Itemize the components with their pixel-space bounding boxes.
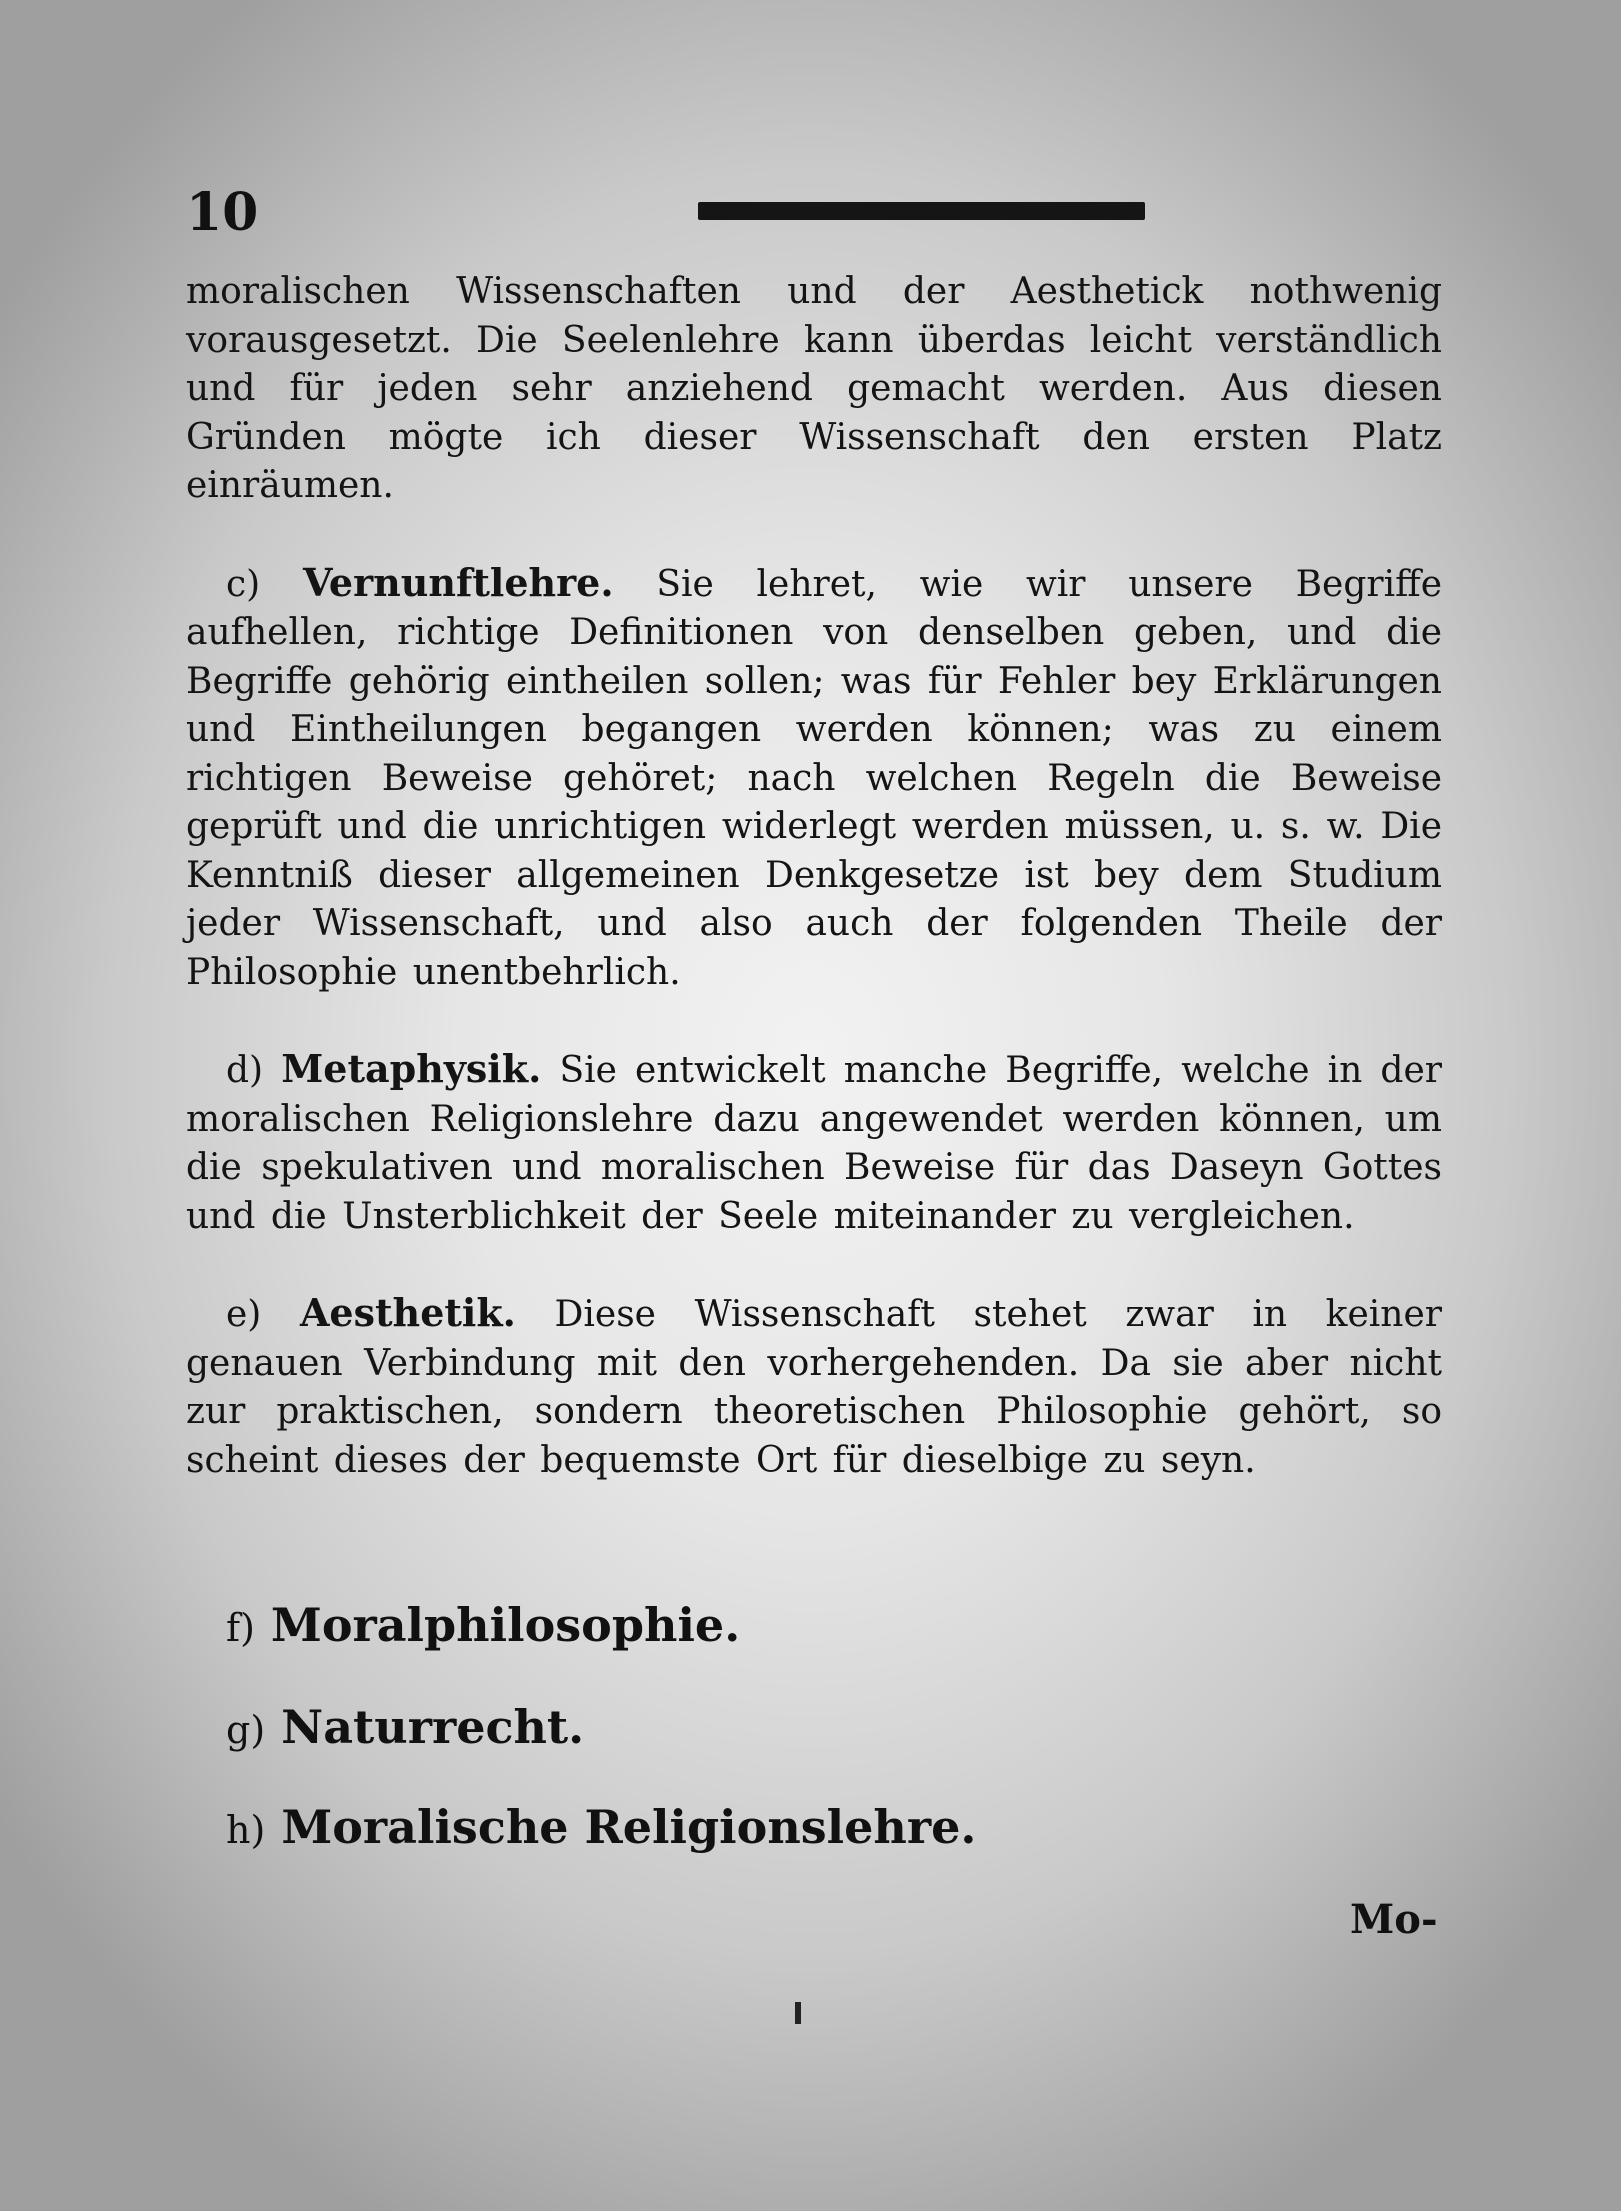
paragraph-aesthetik xyxy=(186,1289,1442,1485)
item-title: Aesthetik. xyxy=(299,1290,516,1335)
heading-religionslehre xyxy=(226,1800,976,1854)
signature-mark xyxy=(795,2002,801,2024)
paragraph-metaphysik xyxy=(186,1045,1442,1241)
heading-label: g) xyxy=(226,1708,266,1752)
heading-label: f) xyxy=(226,1606,255,1650)
item-label: e) xyxy=(226,1294,262,1335)
item-label: c) xyxy=(226,563,261,605)
heading-naturrecht xyxy=(226,1700,584,1754)
heading-title: Moralische Religionslehre. xyxy=(281,1800,977,1854)
item-title: Metaphysik. xyxy=(281,1046,542,1091)
paragraph-text: Sie entwickelt manche Begriffe, welche in der moralischen Religionslehre dazu angewendet werden können, um die spekulativen und moralischen Beweise für das Daseyn Gottes und die Unsterblichkeit der Seele miteinander zu vergleichen. xyxy=(186,1050,1442,1237)
paragraph-text: Sie lehret, wie wir unsere Begriffe aufhellen, richtige Definitionen von denselben geben, und die Begriffe gehörig eintheilen sollen; was für Fehler bey Erklärungen und Eintheilungen begangen werden können; was zu einem richtigen Beweise gehöret; nach welchen Regeln die Beweise geprüft und die unrichtigen widerlegt werden müssen, u. s. w. Die Kenntniß dieser allgemeinen Denkgesetze ist bey dem Studium jeder Wissenschaft, und also auch der folgenden Theile der Philosophie unentbehrlich. xyxy=(186,563,1442,993)
heading-title: Naturrecht. xyxy=(281,1700,585,1754)
paragraph-intro xyxy=(186,268,1442,511)
heading-label: h) xyxy=(226,1808,266,1852)
heading-title: Moralphilosophie. xyxy=(270,1598,741,1652)
heading-moralphilosophie xyxy=(226,1598,740,1652)
body-text xyxy=(186,268,1442,1485)
item-title: Vernunftlehre. xyxy=(302,559,614,605)
page-header xyxy=(186,178,1446,248)
catchword: Mo- xyxy=(1350,1896,1438,1943)
paragraph-text: Diese Wissenschaft stehet zwar in keiner genauen Verbindung mit den vorhergehenden. Da sie aber nicht zur praktischen, sondern theoretischen Philosophie gehört, so scheint dieses der bequemste Ort für dieselbige zu seyn. xyxy=(186,1294,1442,1481)
paragraph-vernunftlehre xyxy=(186,559,1442,998)
item-label: d) xyxy=(226,1050,264,1091)
header-rule xyxy=(698,202,1145,220)
page-number: 10 xyxy=(186,182,259,243)
paragraph-text: moralischen Wissenschaften und der Aesthetick nothwenig vorausgesetzt. Die Seelenlehre kann überdas leicht verständlich und für jeden sehr anziehend gemacht werden. Aus diesen Gründen mögte ich dieser Wissenschaft den ersten Platz einräumen. xyxy=(186,271,1442,506)
